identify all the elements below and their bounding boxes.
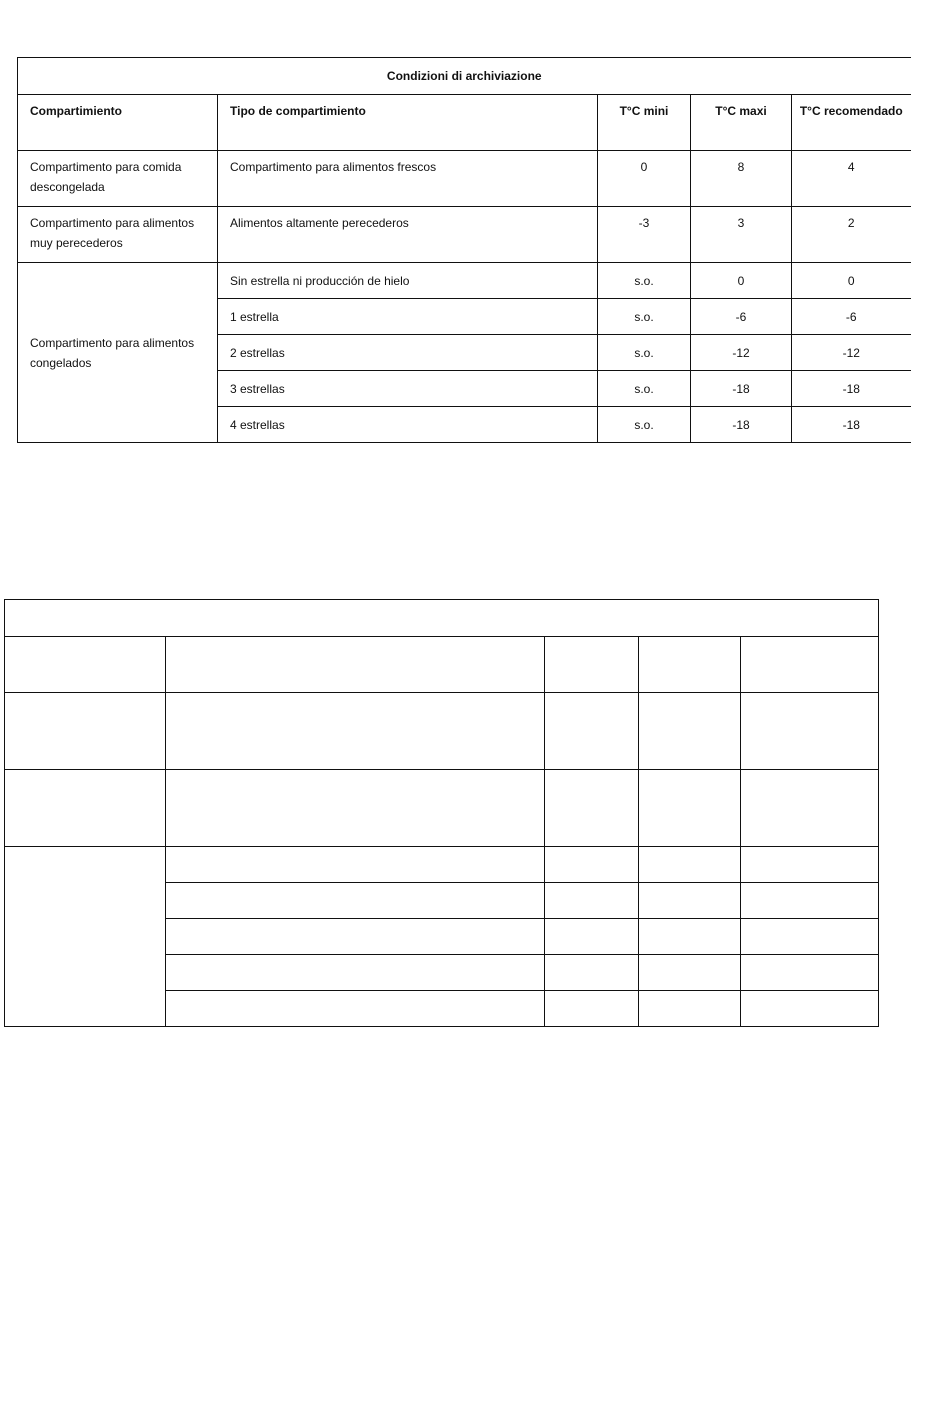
- max-cell: 3: [691, 207, 792, 263]
- blank-cell: [5, 637, 166, 693]
- blank-cell: [545, 883, 639, 919]
- type-cell: 3 estrellas: [218, 371, 598, 407]
- blank-cell: [166, 770, 545, 847]
- min-cell: -3: [598, 207, 691, 263]
- blank-cell: [639, 693, 741, 770]
- blank-cell: [741, 919, 879, 955]
- blank-cell: [741, 693, 879, 770]
- recommended-cell: 2: [792, 207, 911, 263]
- max-cell: -12: [691, 335, 792, 371]
- blank-cell: [639, 955, 741, 991]
- blank-cell: [545, 955, 639, 991]
- table-title: Condizioni di archiviazione: [18, 58, 911, 95]
- blank-cell: [166, 883, 545, 919]
- recommended-cell: -18: [792, 407, 911, 443]
- blank-row: [5, 770, 879, 847]
- blank-title-cell: [5, 600, 879, 637]
- blank-row: [5, 847, 879, 883]
- storage-conditions-table: [17, 57, 911, 443]
- type-cell: 1 estrella: [218, 299, 598, 335]
- header-recommended-temp: T°C recomendado: [792, 95, 911, 151]
- header-max-temp: T°C maxi: [691, 95, 792, 151]
- recommended-cell: 4: [792, 151, 911, 207]
- recommended-cell: -18: [792, 371, 911, 407]
- blank-cell: [639, 770, 741, 847]
- max-cell: -6: [691, 299, 792, 335]
- type-cell: Sin estrella ni producción de hielo: [218, 263, 598, 299]
- blank-cell: [545, 847, 639, 883]
- blank-cell: [741, 847, 879, 883]
- type-cell: Compartimento para alimentos frescos: [218, 151, 598, 207]
- compartment-cell: Compartimento para alimentos muy perecederos: [18, 207, 218, 263]
- blank-cell: [166, 955, 545, 991]
- min-cell: s.o.: [598, 263, 691, 299]
- blank-cell: [166, 693, 545, 770]
- frozen-compartment-cell: Compartimento para alimentos congelados: [18, 263, 218, 443]
- blank-cell: [5, 770, 166, 847]
- header-row: [18, 95, 911, 151]
- blank-cell: [639, 991, 741, 1027]
- blank-cell: [639, 637, 741, 693]
- compartment-cell: Compartimento para comida descongelada: [18, 151, 218, 207]
- blank-cell: [741, 770, 879, 847]
- table-row: [18, 151, 911, 207]
- blank-cell: [741, 991, 879, 1027]
- blank-cell: [166, 919, 545, 955]
- max-cell: 8: [691, 151, 792, 207]
- blank-cell: [166, 991, 545, 1027]
- blank-row: [5, 693, 879, 770]
- blank-cell: [741, 883, 879, 919]
- blank-cell: [166, 847, 545, 883]
- recommended-cell: 0: [792, 263, 911, 299]
- table-row: [18, 207, 911, 263]
- blank-cell: [5, 847, 166, 1027]
- blank-cell: [5, 693, 166, 770]
- min-cell: s.o.: [598, 299, 691, 335]
- blank-cell: [166, 637, 545, 693]
- type-cell: 4 estrellas: [218, 407, 598, 443]
- blank-table: [4, 599, 879, 1027]
- blank-cell: [545, 991, 639, 1027]
- blank-cell: [639, 883, 741, 919]
- blank-cell: [545, 637, 639, 693]
- min-cell: s.o.: [598, 407, 691, 443]
- blank-cell: [545, 770, 639, 847]
- header-compartment: Compartimiento: [18, 95, 218, 151]
- min-cell: 0: [598, 151, 691, 207]
- type-cell: 2 estrellas: [218, 335, 598, 371]
- blank-cell: [545, 693, 639, 770]
- recommended-cell: -12: [792, 335, 911, 371]
- header-type: Tipo de compartimiento: [218, 95, 598, 151]
- max-cell: -18: [691, 407, 792, 443]
- blank-cell: [639, 847, 741, 883]
- recommended-cell: -6: [792, 299, 911, 335]
- table-row: [18, 263, 911, 299]
- blank-cell: [741, 637, 879, 693]
- max-cell: 0: [691, 263, 792, 299]
- blank-cell: [741, 955, 879, 991]
- blank-cell: [639, 919, 741, 955]
- blank-header-row: [5, 637, 879, 693]
- type-cell: Alimentos altamente perecederos: [218, 207, 598, 263]
- blank-cell: [545, 919, 639, 955]
- max-cell: -18: [691, 371, 792, 407]
- min-cell: s.o.: [598, 335, 691, 371]
- header-min-temp: T°C mini: [598, 95, 691, 151]
- min-cell: s.o.: [598, 371, 691, 407]
